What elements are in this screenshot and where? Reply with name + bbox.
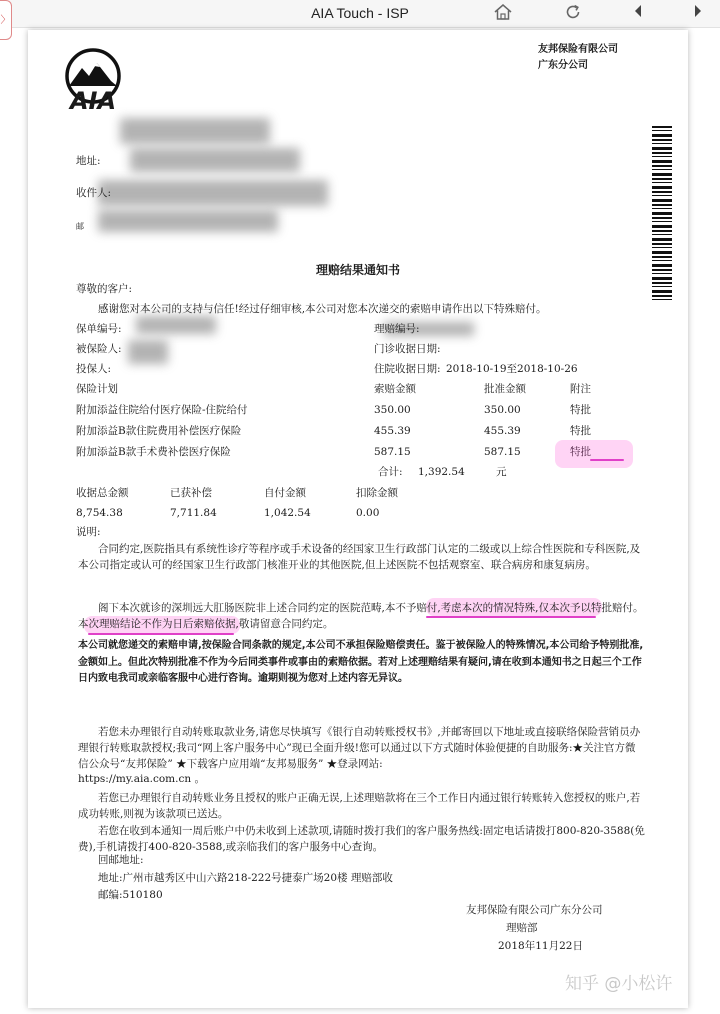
company-header	[538, 42, 618, 74]
summary-value-compensated: 7,711.84	[170, 507, 217, 519]
table-cell-note: 特批	[570, 446, 591, 458]
summary-header-deducted: 扣除金额	[356, 487, 398, 499]
notes-paragraph-special-approval: 阁下本次就诊的深圳远大肛肠医院非上述合同约定的医院范畴,本不予赔付,考虑本次的情况特殊,仅本次予以特批赔付。本次理赔结论不作为日后索赔依据,敬请留意合同约定。	[78, 602, 644, 630]
table-cell-approved: 587.15	[484, 446, 521, 458]
table-cell-plan: 附加添益B款住院费用补偿医疗保险	[76, 425, 242, 437]
signature-company: 友邦保险有限公司广东分公司	[466, 904, 603, 916]
table-cell-plan: 附加添益住院给付医疗保险-住院给付	[76, 404, 248, 416]
summary-value-deducted: 0.00	[356, 507, 380, 519]
table-cell-approved: 455.39	[484, 425, 521, 437]
highlight-mark	[555, 440, 633, 468]
table-cell-approved: 350.00	[484, 404, 521, 416]
highlight-underline	[590, 459, 624, 461]
notes-paragraph-hotline: 若您在收到本通知一周后账户中仍未收到上述款项,请随时拨打我们的客户服务热线:固定电话请拨打800-820-3588(免费),手机请拨打400-820-3588,或亲临我们的客户服务中心查询。	[78, 825, 645, 853]
table-header-approved: 批准金额	[484, 383, 526, 395]
notes-paragraph-bank-transfer: 若您未办理银行自动转账取款业务,请您尽快填写《银行自动转账授权书》,并邮寄回以下地址或直接联络保险营销员办理银行转账取款授权;我司“网上客户服务中心”现已全面升级!您可以通过以下方式随时体验便捷的自助服务:★关注官方微信公众号“友邦保险” ★下载客户应用端“友邦易服务” ★登录网站:	[78, 726, 641, 770]
aia-logo-text: AIA	[69, 87, 117, 115]
postcode-label: 邮	[76, 222, 84, 231]
summary-header-total: 收据总金额	[76, 487, 129, 499]
intro-text: 感谢您对本公司的支持与信任!经过仔细审核,本公司对您本次递交的索赔申请作出以下特殊赔付。	[98, 303, 547, 315]
policy-no-label: 保单编号:	[76, 323, 122, 335]
table-cell-note: 特批	[570, 425, 591, 437]
notes-paragraph-hospital-definition: 合同约定,医院指具有系统性诊疗等程序或手术设备的经国家卫生行政部门认定的二级或以上综合性医院和专科医院,及本公司指定或认可的经国家卫生行政部门核准开业的其他医院,但上述医院不包括观察室、联合病房和康复病房。	[78, 543, 641, 571]
signature-department: 理赔部	[506, 922, 538, 934]
highlight-underline	[88, 633, 234, 635]
redacted-area	[98, 180, 328, 206]
redacted-area	[128, 340, 168, 364]
summary-header-compensated: 已获补偿	[170, 487, 212, 499]
document-title: 理赔结果通知书	[315, 263, 400, 277]
home-icon[interactable]	[491, 3, 515, 25]
return-postcode: 邮编:510180	[98, 889, 163, 901]
applicant-label: 投保人:	[76, 363, 112, 375]
refresh-icon[interactable]	[561, 3, 585, 25]
company-name: 友邦保险有限公司	[538, 44, 618, 55]
side-back-tab[interactable]: 〉	[0, 0, 12, 40]
notes-paragraph-transfer-confirmation: 若您已办理银行自动转账业务且授权的账户正确无误,上述理赔款将在三个工作日内通过银行转账转入您授权的账户,若成功转账,则视为该款项已送达。	[78, 792, 641, 820]
hospital-date-value: 2018-10-19至2018-10-26	[446, 363, 578, 375]
redacted-area	[120, 118, 270, 144]
app-toolbar	[0, 0, 720, 28]
website-link[interactable]: https://my.aia.com.cn 。	[78, 773, 205, 785]
total-label: 合计:	[378, 466, 403, 478]
redacted-area	[130, 148, 300, 172]
summary-value-selfpay: 1,042.54	[264, 507, 311, 519]
table-cell-plan: 附加添益B款手术费补偿医疗保险	[76, 446, 231, 458]
watermark: 知乎 @小松许	[565, 974, 673, 994]
hospital-date-label: 住院收据日期:	[374, 363, 441, 375]
outpatient-date-label: 门诊收据日期:	[374, 343, 441, 355]
summary-value-total: 8,754.38	[76, 507, 123, 519]
claim-notice-document	[28, 30, 688, 1008]
back-icon[interactable]	[626, 3, 650, 25]
redacted-area	[136, 316, 216, 334]
return-address: 地址:广州市越秀区中山六路218-222号捷泰广场20楼 理赔部收	[98, 872, 393, 884]
table-header-claim: 索赔金额	[374, 383, 416, 395]
addressee-label: 收件人:	[76, 187, 112, 199]
company-branch: 广东分公司	[538, 60, 588, 71]
aia-logo	[56, 48, 130, 114]
summary-header-selfpay: 自付金额	[264, 487, 306, 499]
table-cell-claim: 587.15	[374, 446, 411, 458]
insured-label: 被保险人:	[76, 343, 122, 355]
address-label: 地址:	[76, 155, 101, 167]
notes-label: 说明:	[76, 526, 101, 538]
table-cell-claim: 350.00	[374, 404, 411, 416]
return-address-label: 回邮地址:	[98, 854, 144, 866]
signature-date: 2018年11月22日	[498, 940, 583, 952]
forward-icon[interactable]	[686, 3, 710, 25]
greeting: 尊敬的客户:	[76, 283, 133, 295]
redacted-area	[98, 210, 278, 232]
total-value: 1,392.54	[418, 466, 465, 478]
total-unit: 元	[496, 466, 507, 478]
table-cell-claim: 455.39	[374, 425, 411, 437]
claim-no-label: 理赔编号:	[374, 323, 420, 335]
window-title: AIA Touch - ISP	[311, 5, 409, 21]
table-header-note: 附注	[570, 383, 591, 395]
notes-paragraph-liability: 本公司就您递交的索赔申请,按保险合同条款的规定,本公司不承担保险赔偿责任。鉴于被保险人的特殊情况,本公司给予特别批准,金额如上。但此次特别批准不作为今后同类事件或事由的索赔依据。若对上述理赔结果有疑问,请在收到本通知书之日起三个工作日内致电我司或亲临客服中心进行咨询。逾期则视为您对上述内容无异议。	[78, 640, 644, 684]
table-cell-note: 特批	[570, 404, 591, 416]
table-header-plan: 保险计划	[76, 383, 118, 395]
